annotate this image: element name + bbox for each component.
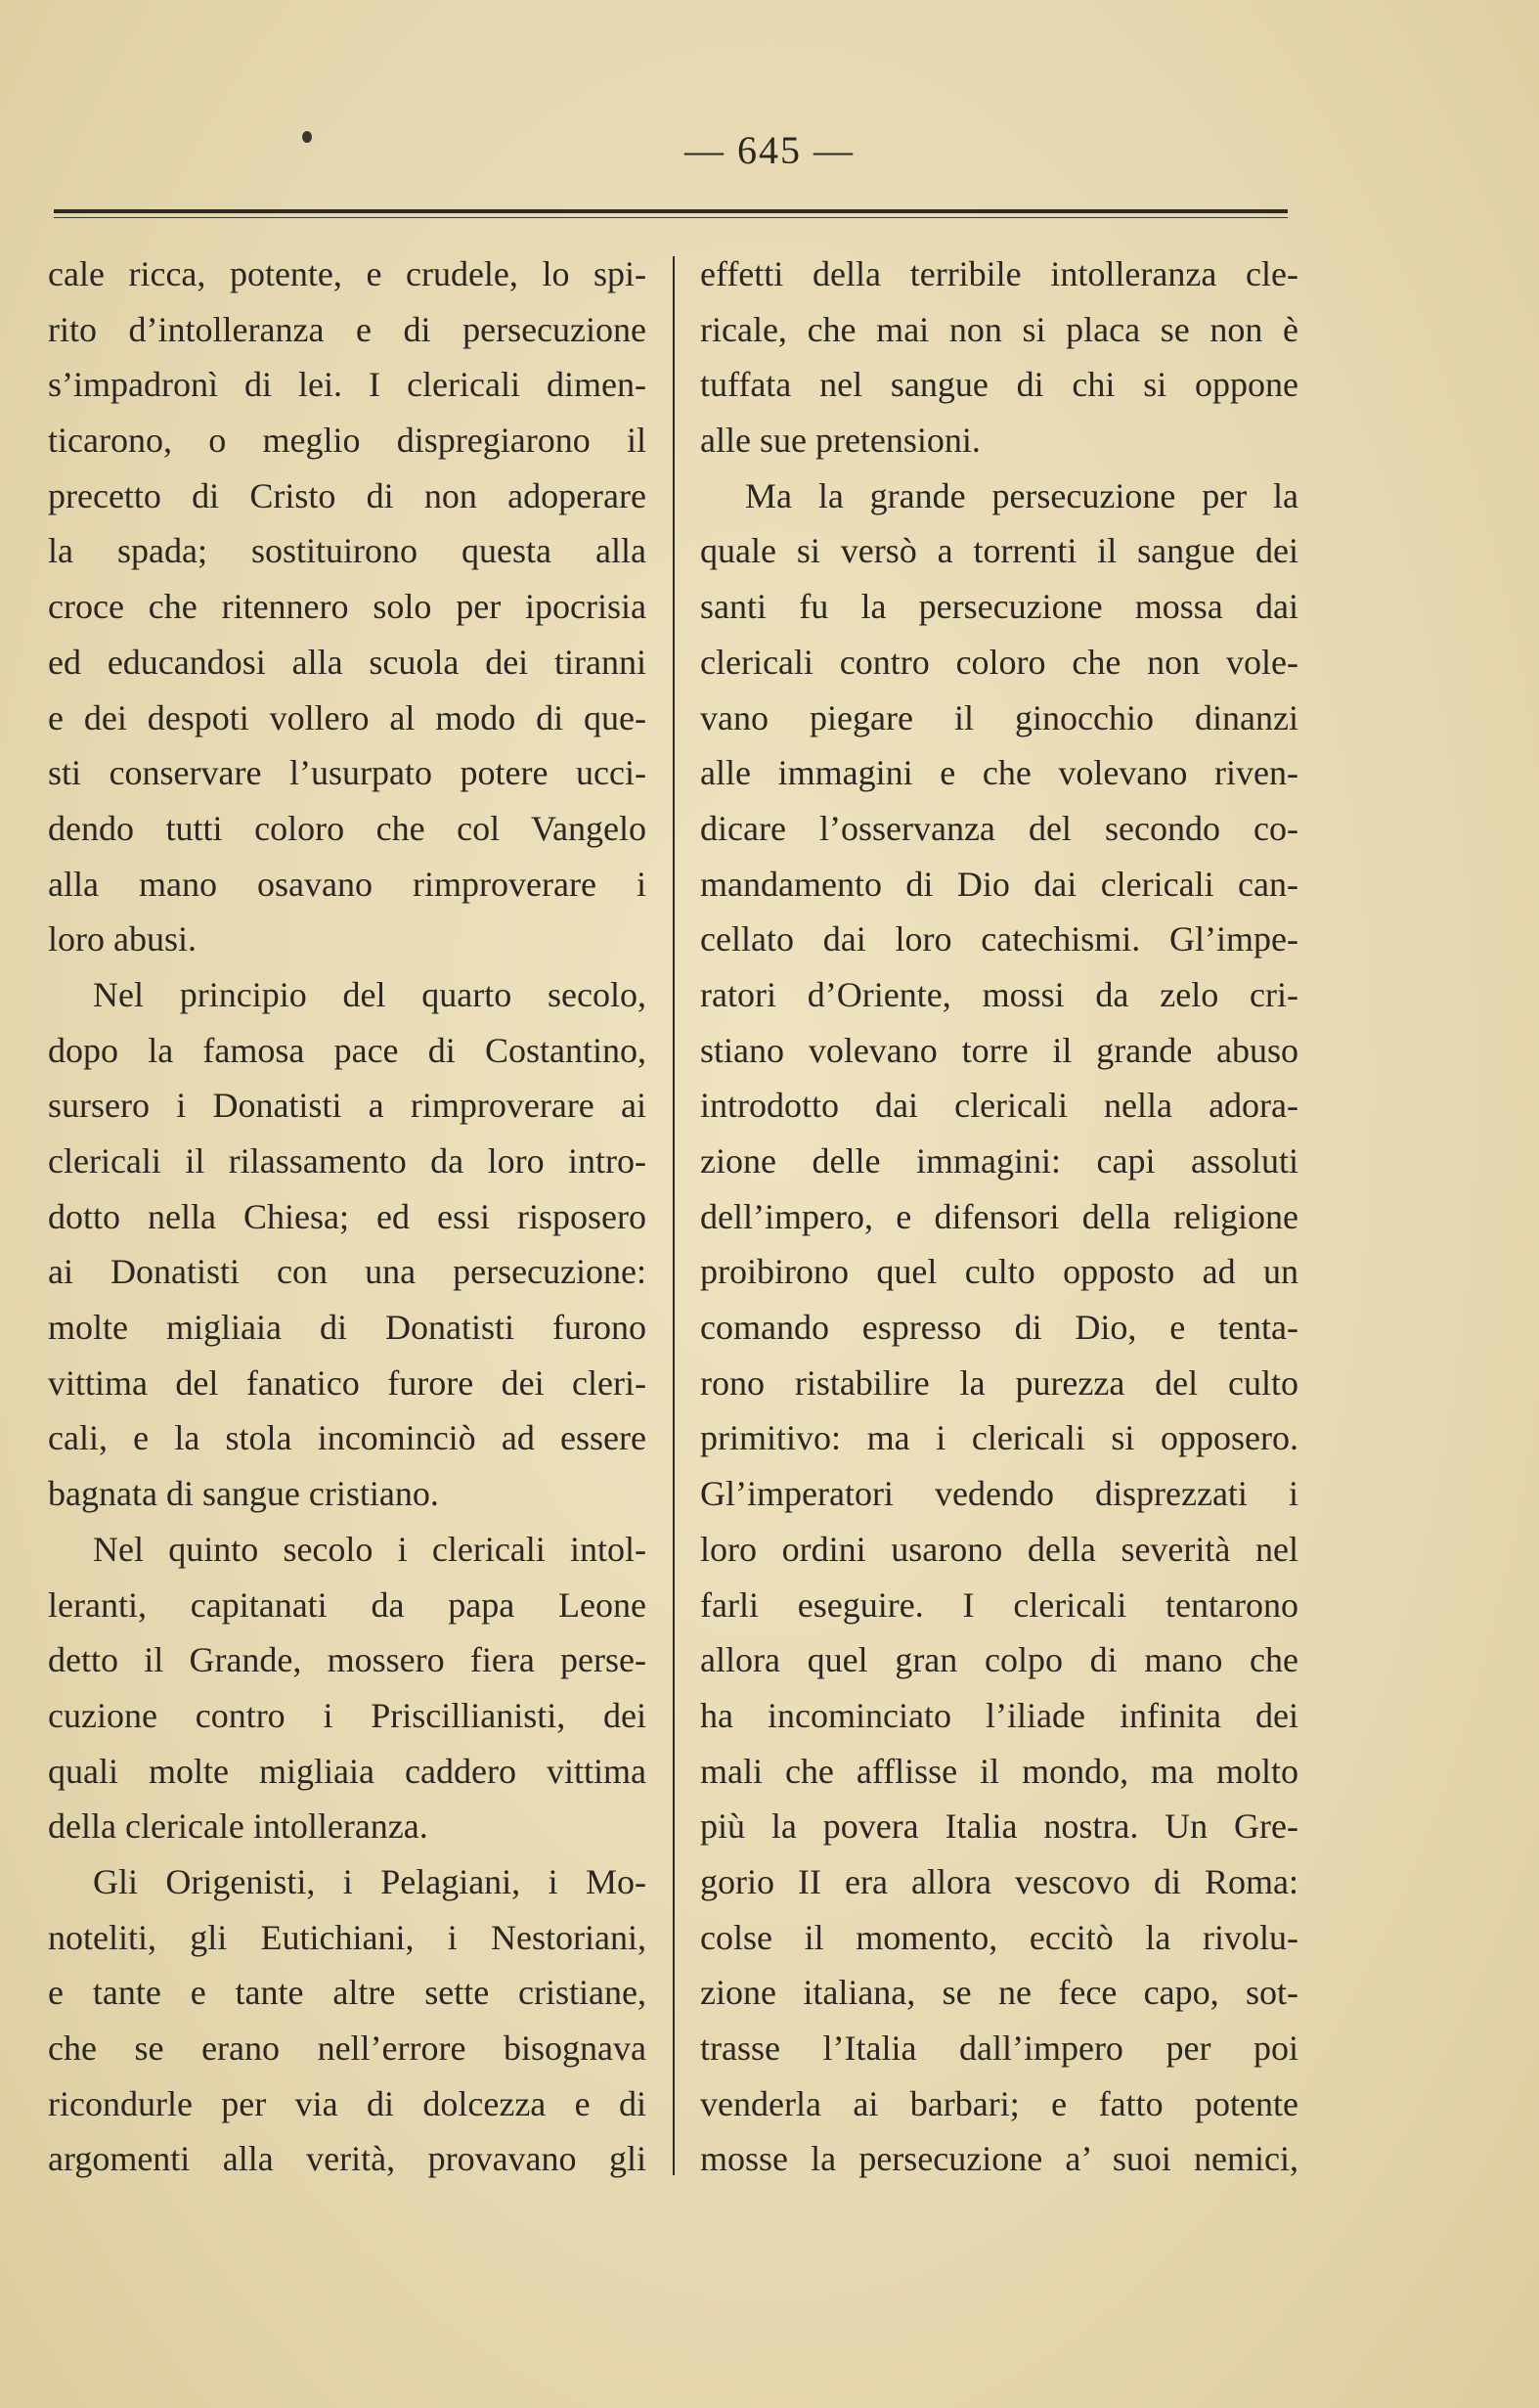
page-number: — 645 — [684,128,855,172]
header-rule [54,209,1288,213]
text-line: la spada; sostituirono questa alla [48,531,646,571]
text-line: quale si versò a torrenti il sangue dei [700,531,1298,571]
text-line: cuzione contro i Priscillianisti, dei [48,1695,646,1735]
text-line: argomenti alla verità, provavano gli [48,2139,646,2179]
text-line: cali, e la stola incominciò ad essere [48,1418,646,1458]
text-line: introdotto dai clericali nella adora- [700,1086,1298,1126]
text-line: loro ordini usarono della severità nel [700,1529,1298,1569]
text-line: ticarono, o meglio dispregiarono il [48,421,646,461]
text-line: venderla ai barbari; e fatto potente [700,2083,1298,2123]
text-line: ricale, che mai non si placa se non è [700,309,1298,349]
text-line: cale ricca, potente, e crudele, lo spi- [48,254,646,293]
text-line: che se erano nell’errore bisognava [48,2029,646,2068]
text-line: e tante e tante altre sette cristiane, [48,1973,646,2013]
text-line: trasse l’Italia dall’impero per poi [700,2029,1298,2068]
text-line: santi fu la persecuzione mossa dai [700,587,1298,627]
text-line: alle immagini e che volevano riven- [700,753,1298,793]
text-line: stiano volevano torre il grande abuso [700,1030,1298,1070]
text-line: colse il momento, eccitò la rivolu- [700,1917,1298,1957]
text-line: molte migliaia di Donatisti furono [48,1308,646,1348]
column-divider [673,256,675,2175]
text-line: Nel quinto secolo i clericali intol- [93,1529,646,1569]
text-line: primitivo: ma i clericali si opposero. [700,1418,1298,1458]
text-line: sti conservare l’usurpato potere ucci- [48,753,646,793]
text-line: loro abusi. [48,919,197,959]
text-line: farli eseguire. I clericali tentarono [700,1584,1298,1625]
text-line: precetto di Cristo di non adoperare [48,475,646,515]
text-line: dell’impero, e difensori della religione [700,1196,1298,1236]
text-line: rito d’intolleranza e di persecuzione [48,309,646,349]
text-line: clericali il rilassamento da loro intro- [48,1141,646,1181]
text-line: Gli Origenisti, i Pelagiani, i Mo- [93,1861,646,1901]
text-line: mandamento di Dio dai clericali can- [700,864,1298,904]
text-line: ricondurle per via di dolcezza e di [48,2083,646,2123]
text-line: Ma la grande persecuzione per la [745,475,1298,515]
text-line: ai Donatisti con una persecuzione: [48,1252,646,1292]
text-line: dendo tutti coloro che col Vangelo [48,808,646,848]
text-line: detto il Grande, mossero fiera perse- [48,1640,646,1680]
text-line: ratori d’Oriente, mossi da zelo cri- [700,974,1298,1014]
left-column [48,246,646,2187]
text-line: proibirono quel culto opposto ad un [700,1252,1298,1292]
text-line: Nel principio del quarto secolo, [93,974,646,1014]
text-line: e dei despoti vollero al modo di que- [48,697,646,737]
text-line: alle sue pretensioni. [700,421,981,461]
text-line: ed educandosi alla scuola dei tiranni [48,642,646,682]
text-line: alla mano osavano rimproverare i [48,864,646,904]
text-line: vano piegare il ginocchio dinanzi [700,697,1298,737]
header-rule-thin [54,217,1288,218]
text-line: zione delle immagini: capi assoluti [700,1141,1298,1181]
text-line: s’impadronì di lei. I clericali dimen- [48,365,646,405]
text-line: Gl’imperatori vedendo disprezzati i [700,1474,1298,1514]
text-line: dicare l’osservanza del secondo co- [700,808,1298,848]
text-line: zione italiana, se ne fece capo, sot- [700,1973,1298,2013]
text-line: dotto nella Chiesa; ed essi risposero [48,1196,646,1236]
text-line: cellato dai loro catechismi. Gl’impe- [700,919,1298,959]
text-line: croce che ritennero solo per ipocrisia [48,587,646,627]
text-line: dopo la famosa pace di Costantino, [48,1030,646,1070]
right-column [700,246,1298,2187]
text-line: vittima del fanatico furore dei cleri- [48,1362,646,1403]
text-line: clericali contro coloro che non vole- [700,642,1298,682]
text-line: tuffata nel sangue di chi si oppone [700,365,1298,405]
text-line: effetti della terribile intolleranza cle- [700,254,1298,293]
text-line: ha incominciato l’iliade infinita dei [700,1695,1298,1735]
text-line: comando espresso di Dio, e tenta- [700,1308,1298,1348]
text-line: leranti, capitanati da papa Leone [48,1584,646,1625]
text-line: quali molte migliaia caddero vittima [48,1751,646,1791]
text-line: sursero i Donatisti a rimproverare ai [48,1086,646,1126]
text-line: mosse la persecuzione a’ suoi nemici, [700,2139,1298,2179]
text-line: della clericale intolleranza. [48,1806,428,1847]
text-line: noteliti, gli Eutichiani, i Nestoriani, [48,1917,646,1957]
text-line: allora quel gran colpo di mano che [700,1640,1298,1680]
text-line: bagnata di sangue cristiano. [48,1474,439,1514]
text-line: rono ristabilire la purezza del culto [700,1362,1298,1403]
text-line: gorio II era allora vescovo di Roma: [700,1861,1298,1901]
text-line: mali che afflisse il mondo, ma molto [700,1751,1298,1791]
text-line: più la povera Italia nostra. Un Gre- [700,1806,1298,1847]
